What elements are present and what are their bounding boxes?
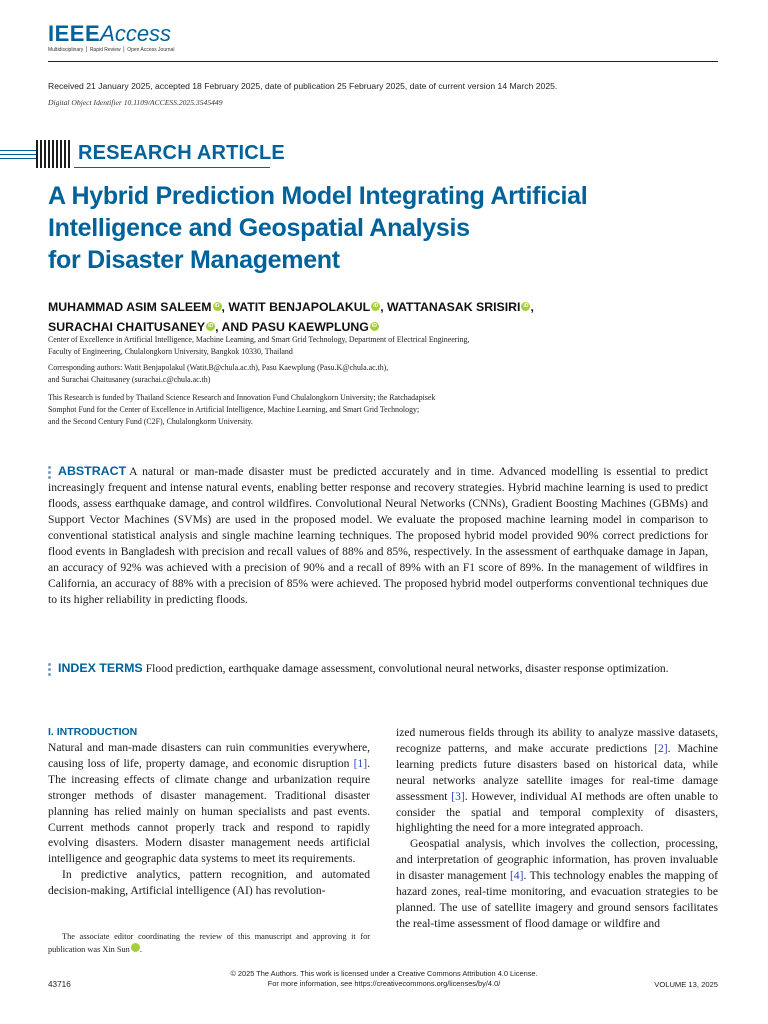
index-terms-text: Flood prediction, earthquake damage assessment, convolutional neural networks, disaster response optimization. [145,662,669,675]
title-line: Intelligence and Geospatial Analysis [48,214,470,242]
author-name: MUHAMMAD ASIM SALEEM [48,300,212,314]
page-number: 43716 [48,980,71,989]
affiliation-line: Faculty of Engineering, Chulalongkorn University, Bangkok 10330, Thailand [48,347,293,356]
citation-link[interactable]: [3] [451,789,465,803]
citation-link[interactable]: [1] [353,756,368,770]
index-terms [48,660,708,677]
author-name: , AND PASU KAEWPLUNG [215,320,369,334]
affiliation [48,334,469,358]
corresponding-line: and Surachai Chaitusaney (surachai.c@chula.ac.th) [48,375,211,384]
funding-statement [48,392,435,428]
body-paragraph: Geospatial analysis, which involves the collection, processing, and interpretation of geographic information, has proven invaluable in disaster management [4]. This technology enables the mapping of hazard zones, real-time monitoring, and evacuation strategies to be planned. The use of satellite imagery and ground sensors facilitates the real-time assessment of flood damage or wildfire and [396,837,718,930]
author-separator: , [530,300,534,314]
body-paragraph: In predictive analytics, pattern recognition, and automated decision-making, Artificial intelligence (AI) has revolution- [48,868,370,898]
doi-line: Digital Object Identifier 10.1109/ACCESS.2025.3545449 [48,98,223,107]
index-terms-label: INDEX TERMS [58,661,143,675]
corresponding-authors [48,362,388,386]
corresponding-line: Corresponding authors: Watit Benjapolakul (Watit.B@chula.ac.th), Pasu Kaewplung (Pasu.K@chula.ac.th), [48,363,389,372]
banner-line [0,158,38,159]
logo-ieee: IEEE [48,21,101,46]
affiliation-line: Center of Excellence in Artificial Intelligence, Machine Learning, and Smart Grid Technology, Department of Electrical Engineering, [48,335,470,344]
author-name: , WATTANASAK SRISIRI [380,300,521,314]
orcid-icon[interactable]: iD [208,323,214,329]
banner-line [0,154,38,155]
funding-line: This Research is funded by Thailand Science Research and Innovation Fund Chulalongkorn University; the Ratchadapisek [48,393,436,402]
banner-underline [74,167,270,168]
citation-link[interactable]: [4] [509,869,524,883]
received-dates: Received 21 January 2025, accepted 18 February 2025, date of publication 25 February 2025, date of current version 14 March 2025. [48,81,558,91]
paper-title [48,180,668,276]
license-text: © 2025 The Authors. This work is licensed under a Creative Commons Attribution 4.0 License. [230,969,538,978]
header-divider [48,61,718,62]
title-line: for Disaster Management [48,246,340,274]
abstract-label: ABSTRACT [58,464,127,478]
title-line: A Hybrid Prediction Model Integrating Artificial [48,182,588,210]
body-paragraph: ized numerous fields through its ability to analyze massive datasets, recognize patterns, and make accurate predictions [2]. Machine learning predicts future disasters based on historical data, while neural networks analyze satellite images for real-time damage assessment [3]. However, individual AI methods are often unable to consider the spatial and temporal complexity of disasters, highlighting the need for a more integrated approach. [396,726,719,835]
volume-info: VOLUME 13, 2025 [654,980,718,989]
logo-tagline: Multidisciplinary ⎪ Rapid Review ⎪ Open Access Journal [48,47,175,53]
section-heading: I. INTRODUCTION [48,726,138,738]
banner-barcode-graphic [36,140,70,168]
orcid-icon[interactable]: iD [214,303,220,309]
citation-link[interactable]: [2] [654,741,668,755]
author-name: , WATIT BENJAPOLAKUL [221,300,371,314]
editor-footnote: The associate editor coordinating the review of this manuscript and approving it for publication was Xin Sun iD. [48,932,370,954]
license-footer [0,969,768,989]
article-type: RESEARCH ARTICLE [78,142,285,164]
abstract-text: A natural or man-made disaster must be predicted accurately and in time. Advanced modelling is essential to predict increasingly frequent and intense natural events, enabling better response and recovery strategies. Hybrid machine learning is used to predict floods, assess earthquake damage, and control wildfires. Convolutional Neural Networks (CNNs), Gradient Boosting Machines (GBMs) and Support Vector Machines (SVMs) are used in the proposed model. We evaluate the proposed machine learning model in comparison to conventional statistical analysis and single machine learning techniques. The proposed hybrid model provided 90% correct predictions for flood events in Bangladesh with precision and recall values of 88% and 85%, respectively. In the assessment of earthquake damage in Japan, an accuracy of 92% was achieved with a precision of 90% and a recall of 89% with an F1 score of 89%. In the management of wildfires in California, an accuracy of 88% with a precision of 85% were achieved. The proposed hybrid model outperforms conventional techniques due to its higher reliability in predicting floods. [48,465,708,606]
author-list [48,297,708,337]
license-link[interactable]: For more information, see https://creativecommons.org/licenses/by/4.0/ [267,979,501,988]
body-column-left [48,725,370,899]
body-column-right [396,725,718,932]
logo-access: Access [100,21,172,46]
funding-line: Somphot Fund for the Center of Excellence in Artificial Intelligence, Machine Learning, and Smart Grid Technology; [48,405,420,414]
author-name: SURACHAI CHAITUSANEY [48,320,206,334]
funding-line: and the Second Century Fund (C2F), Chulalongkorm University. [48,417,253,426]
orcid-icon[interactable]: iD [371,323,377,329]
orcid-icon[interactable]: iD [523,303,529,309]
orcid-icon[interactable]: iD [131,943,140,952]
orcid-icon[interactable]: iD [373,303,379,309]
abstract [48,463,708,608]
footnote-text: The associate editor coordinating the review of this manuscript and approving it for publication was Xin Sun [48,932,370,954]
body-paragraph: Natural and man-made disasters can ruin communities everywhere, causing loss of life, property damage, and economic disruption [1]. The increasing effects of climate change and urbanization require stronger methods of disaster management. Traditional disaster planning has relied mainly on human specialists and past events. Current methods cannot properly track and respond to rapidly evolving disasters. Modern disaster management needs artificial intelligence and geographic data systems to meet its requirements. [48,741,370,866]
banner-line [0,150,38,151]
article-type-banner [0,138,285,170]
journal-logo [48,22,174,53]
